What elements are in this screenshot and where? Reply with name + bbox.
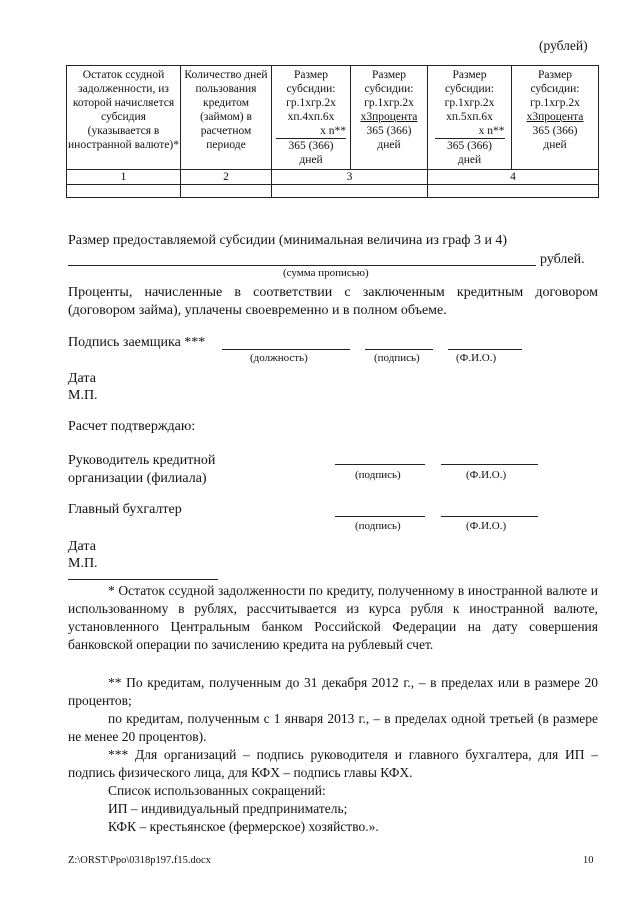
date-label-2: Дата bbox=[68, 539, 96, 554]
header-subsidy-c: Размер субсидии: гр.1хгр.2х хп.5хп.6х x n** 365 (366) дней bbox=[428, 66, 512, 170]
signature-line bbox=[365, 349, 433, 350]
footnote-2: ** По кредитам, полученным до 31 декабря 2012 г., – в пределах или в размере 20 процентов; bbox=[68, 675, 598, 708]
head-label-1: Руководитель кредитной bbox=[68, 453, 216, 468]
header-subsidy-a: Размер субсидии: гр.1хгр.2х хп.4хп.6х x n** 365 (366) дней bbox=[272, 66, 351, 170]
accountant-signature-line bbox=[335, 516, 425, 517]
signature-caption: (подпись) bbox=[374, 352, 420, 364]
header-subsidy-b: Размер субсидии: гр.1хгр.2х х3процента 365 (366) дней bbox=[351, 66, 428, 170]
subsidy-line: Размер предоставляемой субсидии (минимальная величина из граф 3 и 4) bbox=[68, 233, 508, 248]
footer-file-path: Z:\ORST\Ppo\0318p197.f15.docx bbox=[68, 855, 211, 866]
abbreviation-ip: ИП – индивидуальный предприниматель; bbox=[108, 801, 348, 816]
unit-label: (рублей) bbox=[539, 38, 588, 53]
head-label-2: организации (филиала) bbox=[68, 471, 207, 486]
borrower-signature-label: Подпись заемщика *** bbox=[68, 335, 206, 350]
accountant-fio-line bbox=[441, 516, 538, 517]
header-remaining-debt: Остаток ссудной задолженности, из которой начисляется субсидия (указывается в иностранной валюте)* bbox=[67, 66, 181, 170]
fio-caption: (Ф.И.О.) bbox=[456, 352, 497, 364]
header-days: Количество дней пользования кредитом (займом) в расчетном периоде bbox=[181, 66, 272, 170]
abbreviations-title: Список использованных сокращений: bbox=[108, 783, 326, 798]
confirm-label: Расчет подтверждаю: bbox=[68, 419, 196, 434]
position-line bbox=[222, 349, 350, 350]
footnote-separator bbox=[68, 579, 218, 580]
table-header-row bbox=[67, 66, 599, 170]
head-fio-line bbox=[441, 464, 538, 465]
accountant-label: Главный бухгалтер bbox=[68, 502, 182, 517]
footnote-4: *** Для организаций – подпись руководителя и главного бухгалтера, для ИП – подпись физического лица, для КФХ – подпись главы КФХ. bbox=[68, 747, 598, 780]
accountant-fio-caption: (Ф.И.О.) bbox=[466, 520, 507, 532]
abbreviation-kfk: КФК – крестьянское (фермерское) хозяйство.». bbox=[108, 819, 379, 834]
page-number: 10 bbox=[583, 855, 594, 866]
rubles-label: рублей. bbox=[540, 252, 585, 267]
head-signature-caption: (подпись) bbox=[355, 469, 401, 481]
table-empty-row bbox=[67, 185, 599, 198]
column-numbers-row: 1 2 3 4 bbox=[67, 170, 599, 185]
accountant-signature-caption: (подпись) bbox=[355, 520, 401, 532]
interest-paragraph: Проценты, начисленные в соответствии с заключенным кредитным договором (договором займа), уплачены своевременно и в полном объеме. bbox=[68, 285, 598, 318]
head-fio-caption: (Ф.И.О.) bbox=[466, 469, 507, 481]
stamp-label-2: М.П. bbox=[68, 556, 98, 571]
footnote-3: по кредитам, полученным с 1 января 2013 г., – в пределах одной третьей (в размере не менее 20 процентов). bbox=[68, 711, 598, 744]
fio-line bbox=[448, 349, 522, 350]
position-caption: (должность) bbox=[250, 352, 308, 364]
head-signature-line bbox=[335, 464, 425, 465]
stamp-label: М.П. bbox=[68, 388, 98, 403]
sum-blank-line bbox=[68, 265, 536, 266]
header-subsidy-d: Размер субсидии: гр.1хгр.2х х3процента 365 (366) дней bbox=[512, 66, 599, 170]
sum-words-label: (сумма прописью) bbox=[283, 267, 369, 279]
date-label: Дата bbox=[68, 371, 96, 386]
subsidy-table bbox=[66, 65, 599, 198]
footnote-1: * Остаток ссудной задолженности по кредиту, полученному в иностранной валюте и использованному в рублях, рассчитывается из курса рубля к иностранной валюте, установленного Центральным банком Российской Федерации на дату совершения банковской операции по зачислению кредита на рублевый счет. bbox=[68, 583, 598, 652]
